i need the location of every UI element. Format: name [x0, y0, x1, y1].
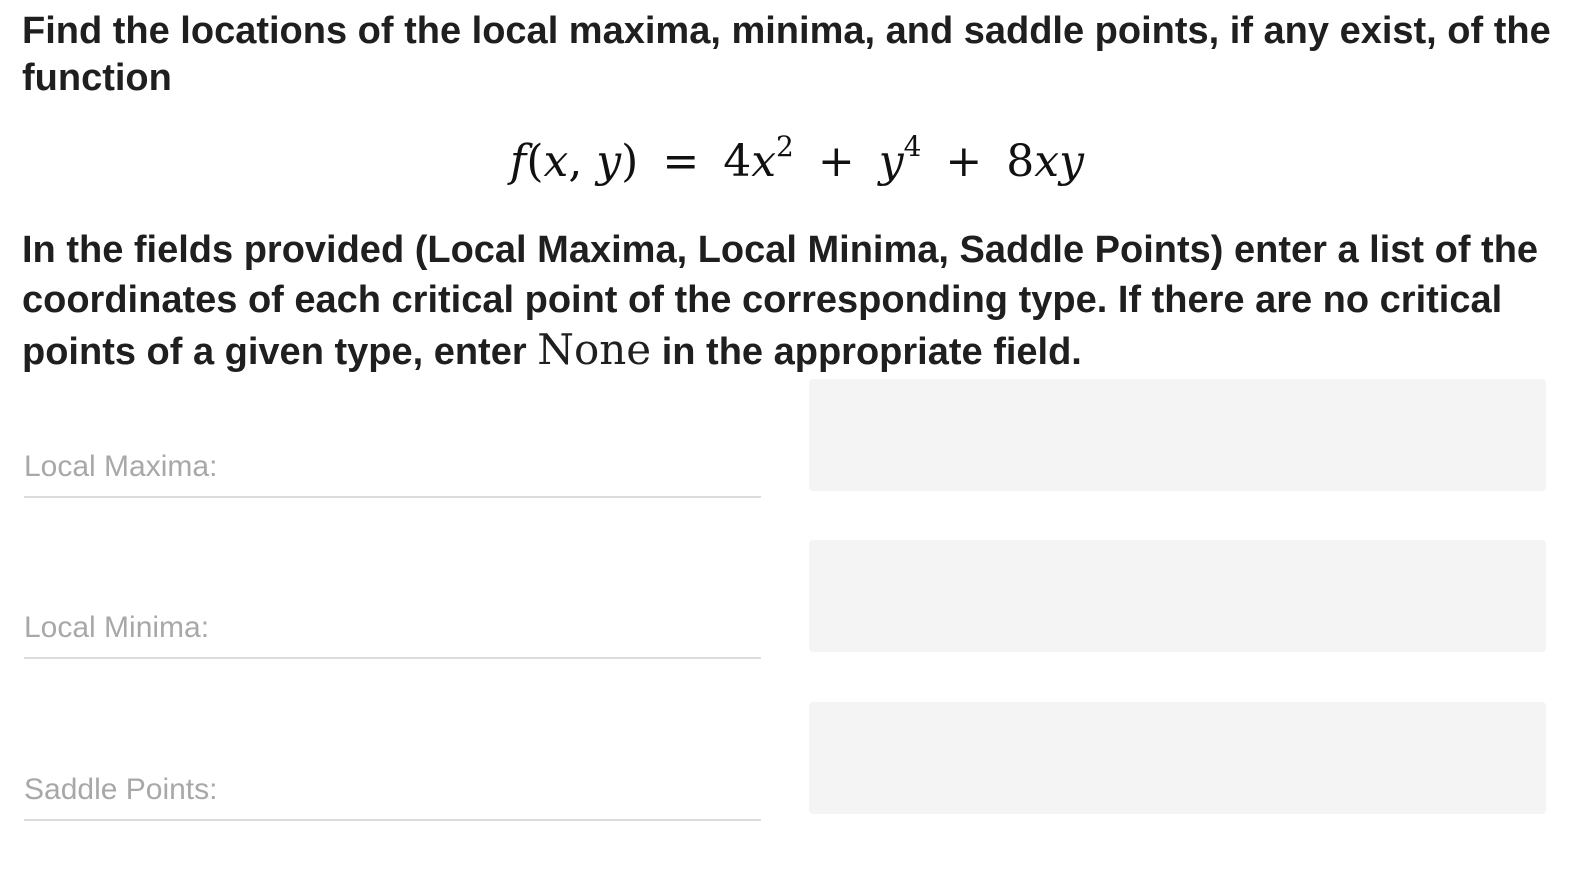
formula-term1-var: x	[751, 136, 777, 187]
formula-y: y	[596, 136, 622, 187]
local-maxima-label: Local Maxima:	[24, 450, 218, 483]
saddle-points-row	[0, 702, 1594, 814]
local-minima-label: Local Minima:	[24, 611, 210, 644]
local-maxima-row	[0, 379, 1594, 491]
formula-plus-1: +	[817, 136, 855, 187]
formula-f: f	[510, 136, 527, 187]
formula-term2-var: y	[878, 136, 904, 187]
formula-plus-2: +	[945, 136, 983, 187]
local-maxima-input[interactable]	[809, 379, 1546, 491]
instructions-text-2: in the appropriate field.	[651, 331, 1082, 373]
saddle-points-label-container	[24, 702, 761, 821]
formula-term3-var: xy	[1034, 136, 1084, 187]
formula-term1-coef: 4	[723, 136, 752, 187]
local-maxima-label-container	[24, 379, 761, 498]
formula-comma: ,	[568, 136, 597, 187]
saddle-points-input[interactable]	[809, 702, 1546, 814]
formula-term3-coef: 8	[1006, 136, 1035, 187]
formula-close-paren: )	[621, 136, 639, 187]
instructions-text-1: In the fields provided (Local Maxima, Local Minima, Saddle Points) enter a list of the coordinates of each critical point of the corresponding type. If there are no critical points of a given type, enter	[22, 229, 1539, 373]
formula-equals: =	[662, 136, 700, 187]
local-minima-row	[0, 540, 1594, 652]
formula-term2-exp: 4	[903, 130, 922, 163]
function-formula	[0, 132, 1594, 192]
formula-open-paren: (	[526, 136, 544, 187]
local-minima-label-container	[24, 540, 761, 659]
local-minima-input[interactable]	[809, 540, 1546, 652]
formula-x: x	[543, 136, 569, 187]
question-intro: Find the locations of the local maxima, minima, and saddle points, if any exist, of the function	[22, 10, 1551, 99]
instructions-none-keyword: None	[537, 325, 652, 374]
formula-term1-exp: 2	[776, 130, 794, 163]
question-instructions	[22, 225, 1572, 377]
saddle-points-label: Saddle Points:	[24, 773, 218, 806]
